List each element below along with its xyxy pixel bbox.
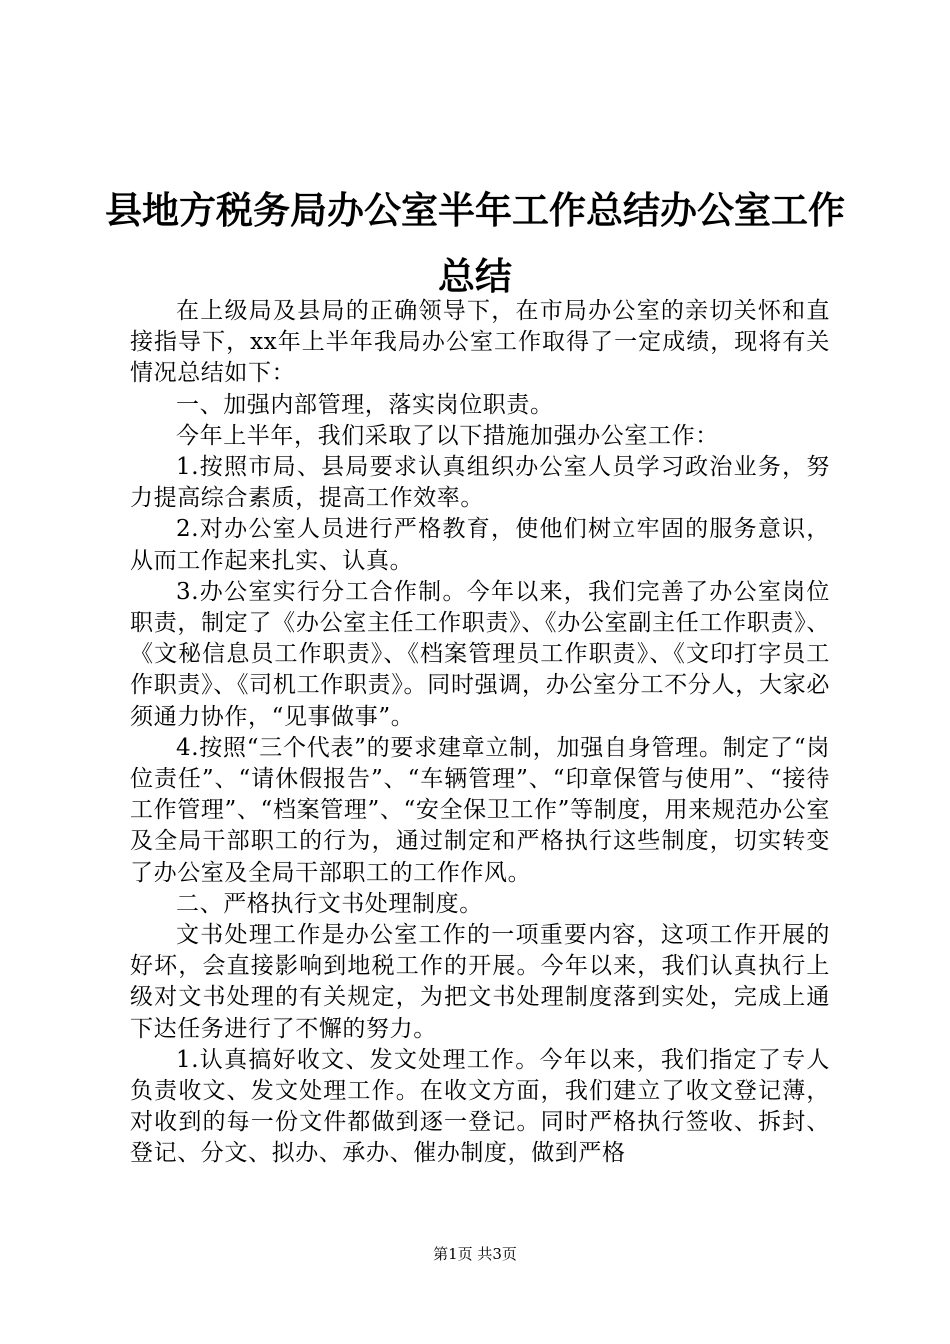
paragraph-intro: 在上级局及县局的正确领导下，在市局办公室的亲切关怀和直接指导下，xx年上半年我局办公室工作取得了一定成绩，现将有关情况总结如下： [130, 298, 830, 387]
list-item: 2.对办公室人员进行严格教育，使他们树立牢固的服务意识，从而工作起来扎实、认真。 [130, 516, 830, 574]
paragraph: 文书处理工作是办公室工作的一项重要内容，这项工作开展的好坏，会直接影响到地税工作的开展。今年以来，我们认真执行上级对文书处理的有关规定，为把文书处理制度落到实处，完成上通下达任务进行了不懈的努力。 [130, 922, 830, 1042]
list-item: 1.认真搞好收文、发文处理工作。今年以来，我们指定了专人负责收文、发文处理工作。在收文方面，我们建立了收文登记薄，对收到的每一份文件都做到逐一登记。同时严格执行签收、拆封、登记、分文、拟办、承办、催办制度，做到严格 [130, 1046, 830, 1167]
paragraph: 今年上半年，我们采取了以下措施加强办公室工作： [176, 422, 719, 449]
document-title: 县地方税务局办公室半年工作总结办公室工作总结 [105, 189, 845, 298]
document-body [130, 296, 830, 1170]
heading-section-2: 二、严格执行文书处理制度。 [176, 890, 483, 917]
list-item: 3.办公室实行分工合作制。今年以来，我们完善了办公室岗位职责，制定了《办公室主任工作职责》、《办公室副主任工作职责》、《文秘信息员工作职责》、《档案管理员工作职责》、《文印打字员工作职责》、《司机工作职责》。同时强调，办公室分工不分人，大家必须通力协作，“见事做事”。 [130, 578, 830, 730]
page-footer: 第1页 共3页 [433, 1245, 517, 1263]
list-item: 1.按照市局、县局要求认真组织办公室人员学习政治业务，努力提高综合素质，提高工作效率。 [130, 454, 830, 512]
list-item: 4.按照“三个代表”的要求建章立制，加强自身管理。制定了“岗位责任”、“请休假报告”、“车辆管理”、“印章保管与使用”、“接待工作管理”、“档案管理”、“安全保卫工作”等制度，用来规范办公室及全局干部职工的行为，通过制定和严格执行这些制度，切实转变了办公室及全局干部职工的工作作风。 [130, 734, 830, 886]
heading-section-1: 一、加强内部管理，落实岗位职责。 [176, 391, 554, 418]
